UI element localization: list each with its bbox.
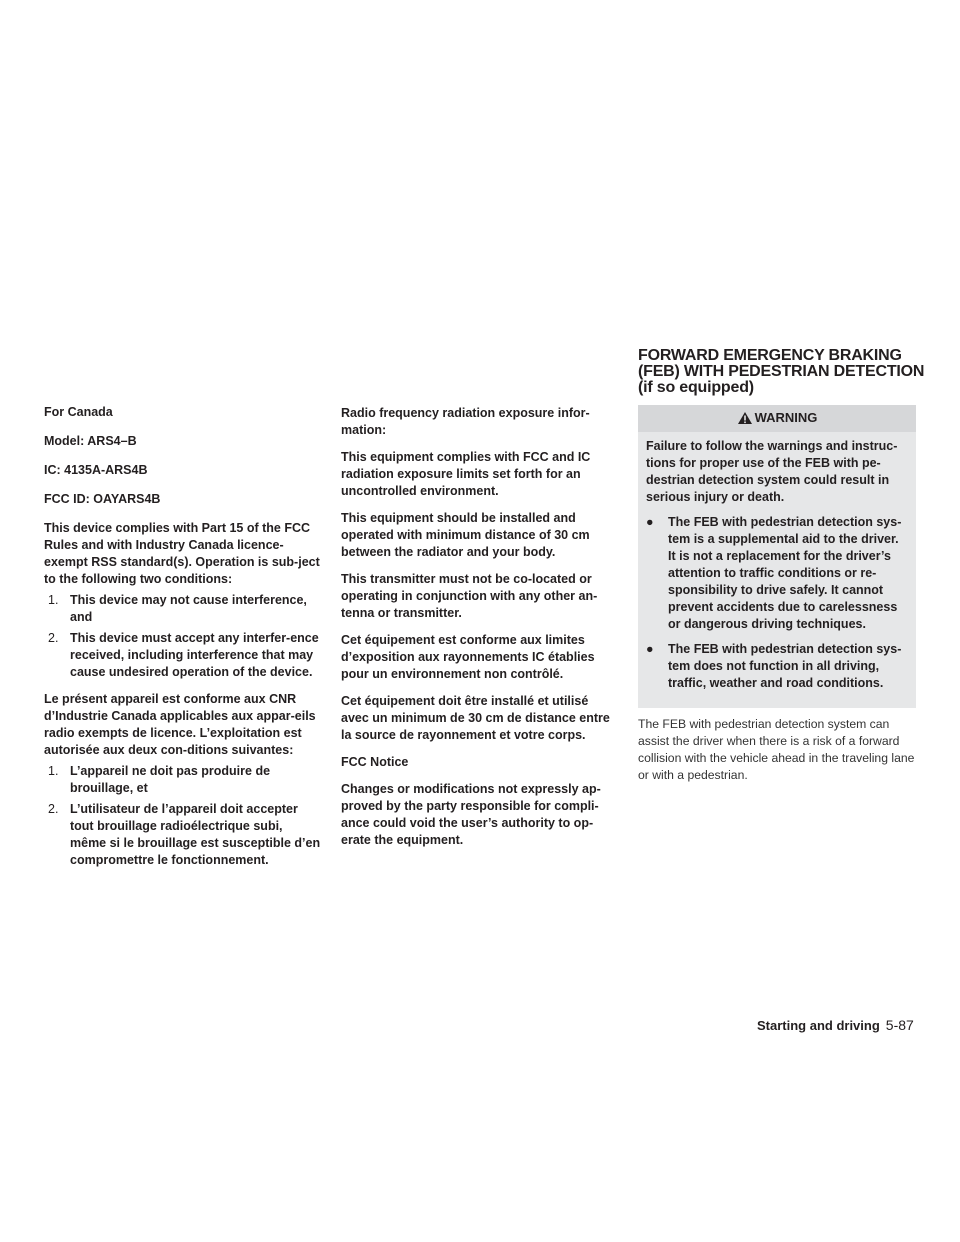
warning-title-text: WARNING xyxy=(754,410,818,425)
section-heading xyxy=(638,348,938,396)
list-text: This device may not cause interference, and xyxy=(70,593,307,624)
list-item xyxy=(44,592,322,626)
fcc-notice-heading: FCC Notice xyxy=(341,755,409,769)
footer-section-title: Starting and driving xyxy=(757,1018,880,1033)
warning-box xyxy=(638,405,916,708)
ic-label: IC: 4135A-ARS4B xyxy=(44,463,148,477)
conditions-fr-list xyxy=(44,763,322,869)
conditions-en-list xyxy=(44,592,322,681)
paragraph: Cet équipement est conforme aux limites d’exposition aux rayonnements IC établies pour un environnement non contrôlé. xyxy=(341,633,595,681)
rf-exposure-heading: Radio frequency radiation exposure infor-mation: xyxy=(341,406,590,437)
warning-triangle-icon xyxy=(737,411,753,425)
warning-title xyxy=(638,405,916,432)
heading-line: (if so equipped) xyxy=(638,379,754,396)
paragraph: This equipment should be installed and operated with minimum distance of 30 cm between the radiator and your body. xyxy=(341,511,590,559)
warning-intro: Failure to follow the warnings and instruc-tions for proper use of the FEB with pe-destrian detection system could result in serious injury or death. xyxy=(646,439,898,504)
bullet-icon: ● xyxy=(646,515,654,529)
fcc-id-label: FCC ID: OAYARS4B xyxy=(44,492,161,506)
compliance-fr-paragraph: Le présent appareil est conforme aux CNR d’Industrie Canada applicables aux appar-eils radio exempts de licence. L’exploitation est autorisée aux deux con-ditions suivantes: xyxy=(44,692,316,757)
list-number: 1. xyxy=(48,764,59,778)
compliance-en-paragraph: This device complies with Part 15 of the FCC Rules and with Industry Canada licence-exempt RSS standard(s). Operation is sub-ject to the following two conditions: xyxy=(44,521,320,586)
list-item xyxy=(44,763,322,797)
list-text: L’utilisateur de l’appareil doit accepter tout brouillage radioélectrique subi, même si le brouillage est susceptible d’en compromettre le fonctionnement. xyxy=(70,802,321,867)
list-number: 2. xyxy=(48,631,59,645)
feb-description: The FEB with pedestrian detection system can assist the driver when there is a risk of a forward collision with the vehicle ahead in the traveling lane or with a pedestrian. xyxy=(638,717,915,782)
column-right xyxy=(638,405,916,794)
list-text: L’appareil ne doit pas produire de brouillage, et xyxy=(70,764,271,795)
for-canada-label: For Canada xyxy=(44,405,113,419)
list-text: The FEB with pedestrian detection sys-tem is a supplemental aid to the driver. It is not a replacement for the driver’s attention to traffic conditions or re-sponsibility to drive safely. It cannot prevent accidents due to carelessness or dangerous driving techniques. xyxy=(668,515,902,631)
list-item xyxy=(44,630,322,681)
list-number: 1. xyxy=(48,593,59,607)
heading-line: FORWARD EMERGENCY BRAKING xyxy=(638,347,902,364)
paragraph: Changes or modifications not expressly ap-proved by the party responsible for compli-ance could void the user’s authority to op-erate the equipment. xyxy=(341,782,601,847)
column-left xyxy=(44,404,322,879)
list-item xyxy=(646,514,908,633)
paragraph: This transmitter must not be co-located or operating in conjunction with any other an-tenna or transmitter. xyxy=(341,572,598,620)
bullet-icon: ● xyxy=(646,642,654,656)
paragraph: This equipment complies with FCC and IC radiation exposure limits set forth for an uncontrolled environment. xyxy=(341,450,591,498)
warning-bullets xyxy=(646,514,908,692)
column-middle xyxy=(341,405,619,859)
model-label: Model: ARS4–B xyxy=(44,434,137,448)
paragraph: Cet équipement doit être installé et utilisé avec un minimum de 30 cm de distance entre la source de rayonnement et votre corps. xyxy=(341,694,610,742)
page-footer xyxy=(757,1017,914,1033)
page-number: 5-87 xyxy=(885,1017,914,1033)
list-item xyxy=(646,641,908,692)
list-text: The FEB with pedestrian detection sys-tem does not function in all driving, traffic, weather and road conditions. xyxy=(668,642,902,690)
list-number: 2. xyxy=(48,802,59,816)
heading-line: (FEB) WITH PEDESTRIAN DETECTION xyxy=(638,363,925,380)
list-text: This device must accept any interfer-ence received, including interference that may cause undesired operation of the device. xyxy=(70,631,319,679)
list-item xyxy=(44,801,322,869)
